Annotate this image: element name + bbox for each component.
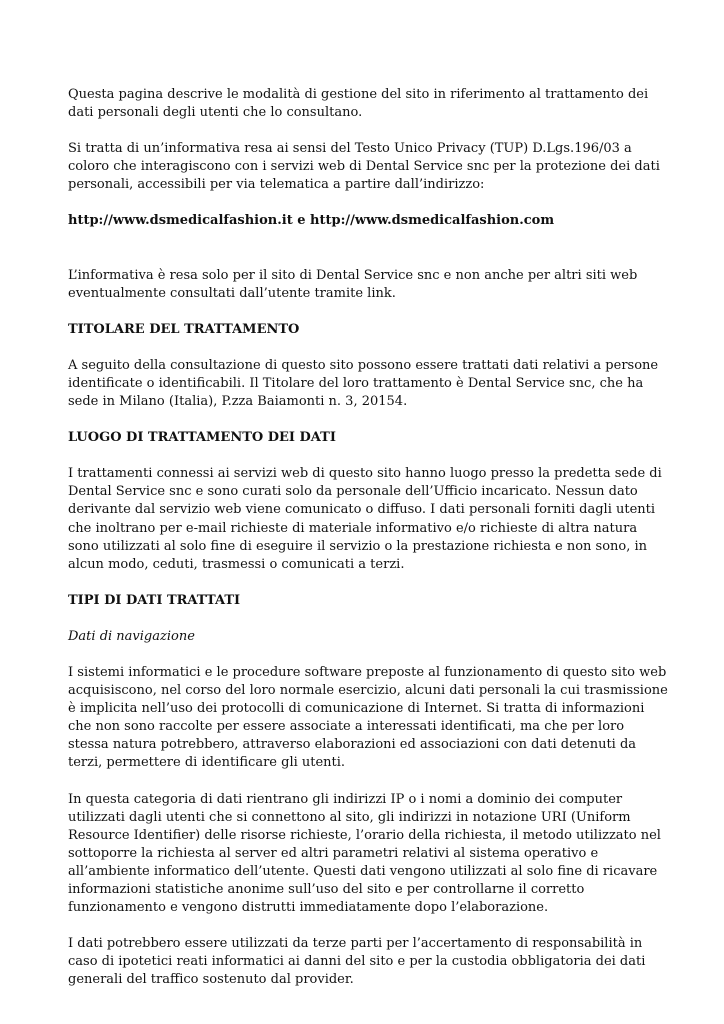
- legal-basis-paragraph: Si tratta di un’informativa resa ai sensi del Testo Unico Privacy (TUP) D.Lgs.196/03 a coloro che interagiscono con i servizi web di Dental Service snc per la protezione dei dati personali, accessibili per via telematica a partire dall’indirizzo:: [68, 141, 660, 193]
- site-urls: http://www.dsmedicalfashion.it e http://www.dsmedicalfashion.com: [68, 213, 555, 229]
- titolare-paragraph: A seguito della consultazione di questo sito possono essere trattati dati relativi a persone identificate o identificabili. Il Titolare del loro trattamento è Dental Service snc, che ha sede in Milano (Italia), P.zza Baiamonti n. 3, 20154.: [68, 357, 659, 410]
- navigazione-paragraph-1: I sistemi informatici e le procedure software preposte al funzionamento di questo sito web acquisiscono, nel corso del loro normale esercizio, alcuni dati personali la cui trasmissione è implicita nell’uso dei protocolli di comunicazione di Internet. Si tratta di informazioni che non sono raccolte per essere associate a interessati identificati, ma che per loro stessa natura potrebbero, attraverso elaborazioni ed associazioni con dati detenuti da terzi, permettere di identificare gli utenti.: [68, 664, 668, 771]
- section-heading-tipi: TIPI DI DATI TRATTATI: [68, 592, 241, 608]
- document-page: [68, 86, 668, 989]
- intro-paragraph: Questa pagina descrive le modalità di gestione del sito in riferimento al trattamento dei dati personali degli utenti che lo consultano.: [68, 87, 649, 121]
- section-heading-luogo: LUOGO DI TRATTAMENTO DEI DATI: [68, 430, 336, 446]
- subheading-navigazione: Dati di navigazione: [68, 628, 195, 644]
- navigazione-paragraph-2: In questa categoria di dati rientrano gli indirizzi IP o i nomi a dominio dei computer utilizzati dagli utenti che si connettono al sito, gli indirizzi in notazione URI (Uniform Resource Identifier) delle risorse richieste, l’orario della richiesta, il metodo utilizzato nel sottoporre la richiesta al server ed altri parametri relativi al sistema operativo e all’ambiente informatico dell’utente. Questi dati vengono utilizzati al solo fine di ricavare informazioni statistiche anonime sull’uso del sito e per controllarne il corretto funzionamento e vengono distrutti immediatamente dopo l’elaborazione.: [68, 791, 661, 916]
- luogo-paragraph: I trattamenti connessi ai servizi web di questo sito hanno luogo presso la predetta sede di Dental Service snc e sono curati solo da personale dell’Ufficio incaricato. Nessun dato derivante dal servizio web viene comunicato o diffuso. I dati personali forniti dagli utenti che inoltrano per e-mail richieste di materiale informativo e/o richieste di altra natura sono utilizzati al solo fine di eseguire il servizio o la prestazione richiesta e non sono, in alcun modo, ceduti, trasmessi o comunicati a terzi.: [68, 466, 662, 572]
- section-heading-titolare: TITOLARE DEL TRATTAMENTO: [68, 321, 300, 337]
- scope-paragraph: L’informativa è resa solo per il sito di Dental Service snc e non anche per altri siti web eventualmente consultati dall’utente tramite link.: [68, 267, 638, 301]
- navigazione-paragraph-3: I dati potrebbero essere utilizzati da terze parti per l’accertamento di responsabilità in caso di ipotetici reati informatici ai danni del sito e per la custodia obbligatoria dei dati generali del traffico sostenuto dal provider.: [68, 936, 646, 988]
